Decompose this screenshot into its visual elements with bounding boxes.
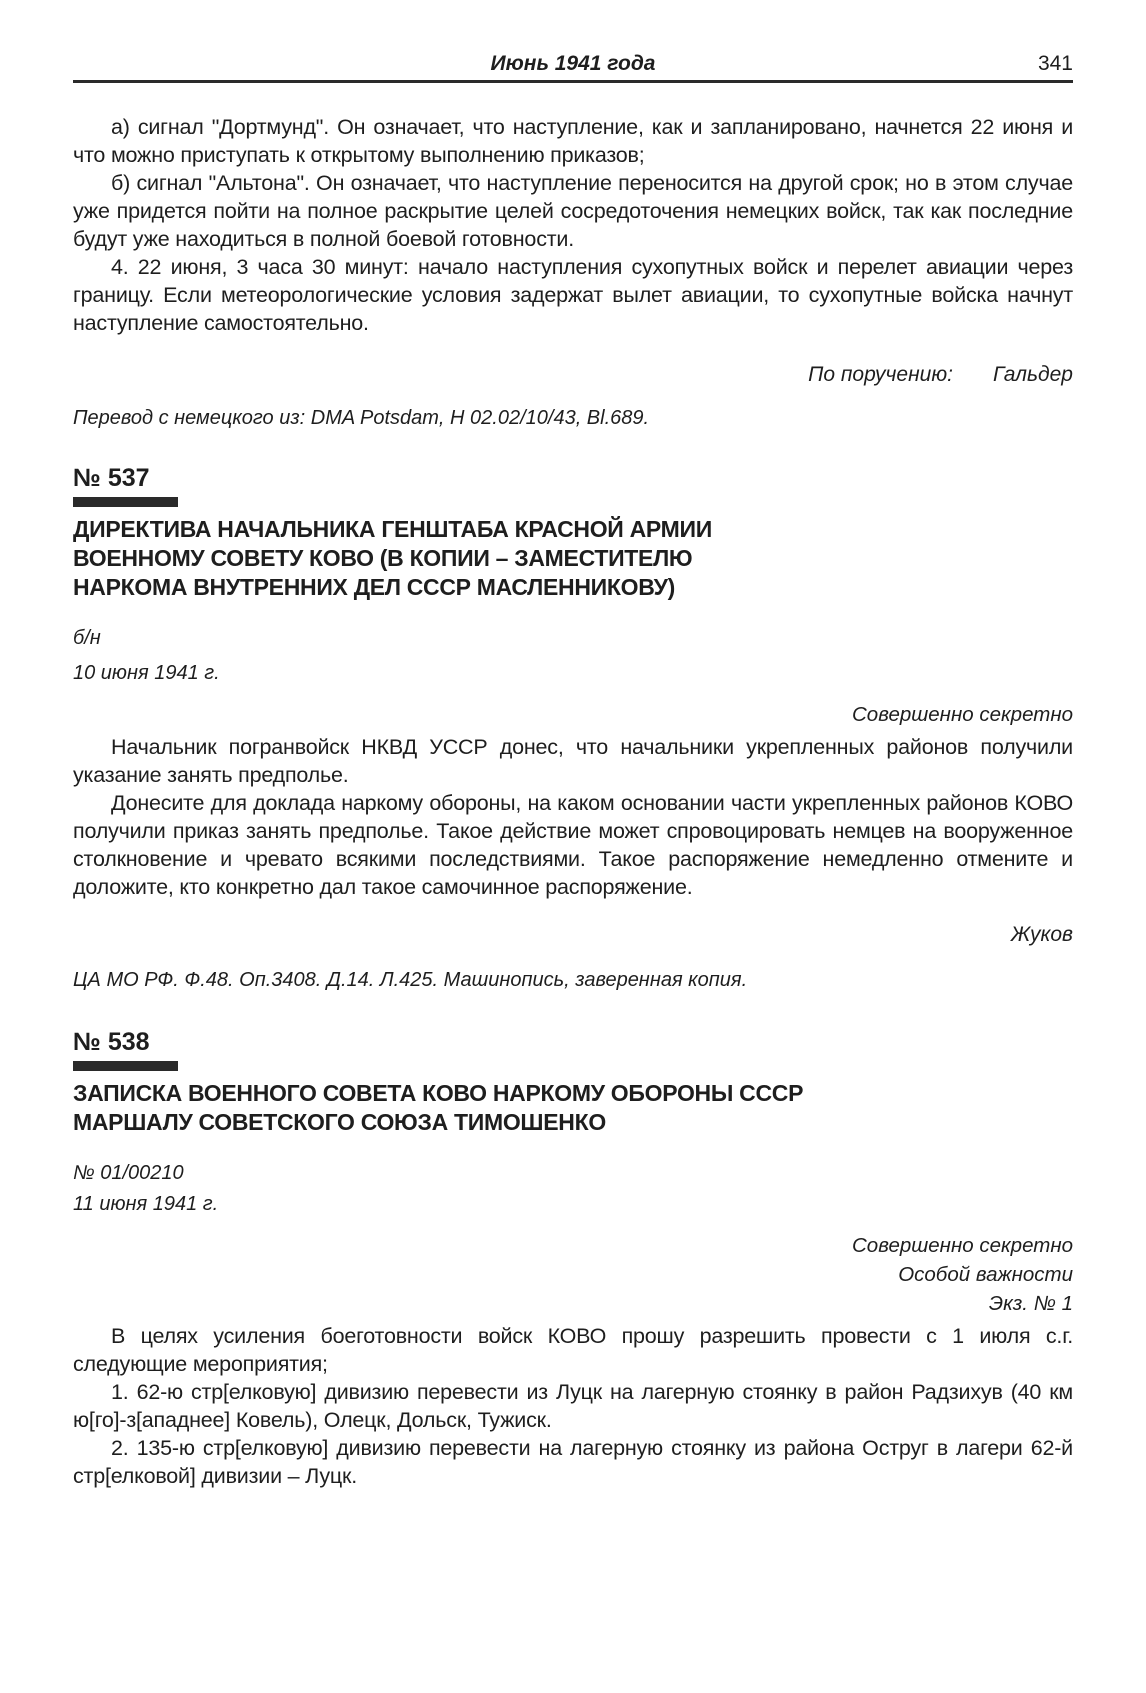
document-number-bar	[73, 1061, 178, 1071]
paragraph: б) сигнал "Альтона". Он означает, что наступление переносится на другой срок; но в этом случае уже придется пойти на полное раскрытие целей сосредоточения немецких войск, так как последние будут уже находиться в полной боевой готовности.	[73, 171, 1073, 251]
page-number: 341	[1037, 52, 1073, 75]
running-header	[73, 46, 1073, 83]
document-ref: № 01/00210	[73, 1162, 184, 1184]
signature-block	[73, 363, 1073, 387]
document-number: № 538	[73, 1028, 150, 1056]
document-538	[73, 1028, 1073, 1490]
importance-stamp: Особой важности	[898, 1263, 1073, 1286]
paragraph: 1. 62-ю стр[елковую] дивизию перевести из Луцк на лагерную стоянку в район Радзихув (40 км ю[го]-з[ападнее] Ковель), Олецк, Дольск, Тужиск.	[73, 1380, 1073, 1432]
source-citation: Перевод с немецкого из: DMA Potsdam, H 02.02/10/43, Bl.689.	[73, 407, 650, 429]
running-title: Июнь 1941 года	[490, 52, 656, 75]
document-number-bar	[73, 497, 178, 507]
signature-name: Гальдер	[992, 363, 1073, 386]
document-date: 11 июня 1941 г.	[73, 1193, 219, 1215]
source-citation: ЦА МО РФ. Ф.48. Оп.3408. Д.14. Л.425. Машинопись, заверенная копия.	[73, 969, 748, 991]
paragraph: Донесите для доклада наркому обороны, на каком основании части укрепленных районов КОВО получили приказ занять предполье. Такое действие может спровоцировать немцев на вооруженное столкновение и чревато всякими последствиями. Такое распоряжение немедленно отмените и доложите, кто конкретно дал такое самочинное распоряжение.	[73, 791, 1073, 899]
paragraph: 2. 135-ю стр[елковую] дивизию перевести на лагерную стоянку из района Оструг в лагери 62-й стр[елковой] дивизии – Луцк.	[73, 1436, 1073, 1488]
paragraph: В целях усиления боеготовности войск КОВО прошу разрешить провести с 1 июля с.г. следующие мероприятия;	[73, 1324, 1073, 1376]
paragraph: а) сигнал "Дортмунд". Он означает, что наступление, как и запланировано, начнется 22 июня и что можно приступать к открытому выполнению приказов;	[73, 115, 1073, 167]
document-title-line: НАРКОМА ВНУТРЕННИХ ДЕЛ СССР МАСЛЕННИКОВУ)	[73, 574, 675, 600]
classification-stamp: Совершенно секретно	[852, 703, 1073, 726]
paragraph: Начальник погранвойск НКВД УССР донес, что начальники укрепленных районов получили указание занять предполье.	[73, 735, 1073, 787]
document-537	[73, 464, 1073, 992]
document-title-line: МАРШАЛУ СОВЕТСКОГО СОЮЗА ТИМОШЕНКО	[73, 1109, 606, 1135]
signature-prefix: По поручению:	[808, 363, 953, 386]
signature-name: Жуков	[1010, 923, 1073, 946]
paragraph: 4. 22 июня, 3 часа 30 минут: начало наступления сухопутных войск и перелет авиации через границу. Если метеорологические условия задержат вылет авиации, то сухопутные войска начнут наступление самостоятельно.	[73, 255, 1073, 335]
document-title-line: ДИРЕКТИВА НАЧАЛЬНИКА ГЕНШТАБА КРАСНОЙ АРМИИ	[73, 516, 712, 542]
document-title-line: ЗАПИСКА ВОЕННОГО СОВЕТА КОВО НАРКОМУ ОБОРОНЫ СССР	[73, 1080, 804, 1106]
document-date: 10 июня 1941 г.	[73, 662, 220, 684]
copy-number-stamp: Экз. № 1	[988, 1292, 1073, 1315]
document-ref: б/н	[73, 627, 101, 649]
document-title-line: ВОЕННОМУ СОВЕТУ КОВО (В КОПИИ – ЗАМЕСТИТЕЛЮ	[73, 545, 693, 571]
signature-block	[73, 923, 1073, 947]
continuation-section	[73, 113, 1073, 430]
book-page	[73, 46, 1073, 1490]
classification-stamp: Совершенно секретно	[852, 1234, 1073, 1257]
document-number: № 537	[73, 464, 150, 492]
